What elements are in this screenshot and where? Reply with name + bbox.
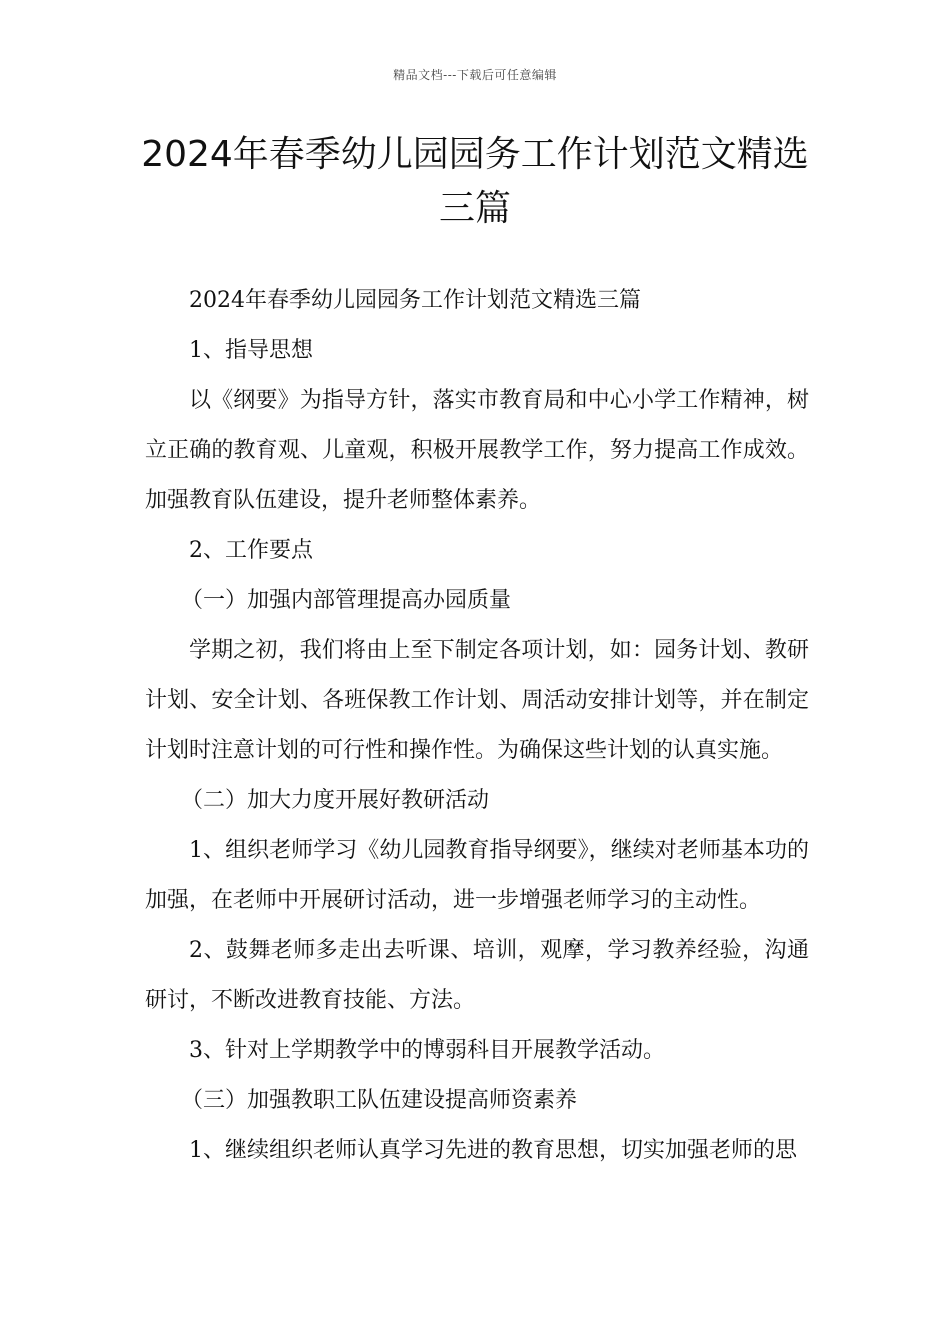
list-item-research-1: 1、组织老师学习《幼儿园教育指导纲要》，继续对老师基本功的加强，在老师中开展研讨活动，进一步增强老师学习的主动性。	[145, 838, 809, 913]
subheading-staff-building: （三）加强教职工队伍建设提高师资素养	[181, 1088, 578, 1113]
subheading-teaching-research: （二）加大力度开展好教研活动	[181, 788, 490, 813]
heading-work-points: 2、工作要点	[189, 538, 313, 563]
subheading-internal-management: （一）加强内部管理提高办园质量	[181, 588, 512, 613]
list-item-research-2: 2、鼓舞老师多走出去听课、培训，观摩，学习教养经验，沟通研讨，不断改进教育技能、方法。	[145, 938, 809, 1013]
header-note: 精品文档---下载后可任意编辑	[393, 68, 557, 82]
list-item-staff-1: 1、继续组织老师认真学习先进的教育思想，切实加强老师的思	[189, 1138, 797, 1163]
paragraph-internal-management: 学期之初，我们将由上至下制定各项计划，如：园务计划、教研计划、安全计划、各班保教工作计划、周活动安排计划等，并在制定计划时注意计划的可行性和操作性。为确保这些计划的认真实施。	[145, 638, 809, 763]
heading-guiding-thought: 1、指导思想	[189, 338, 313, 363]
paragraph-subtitle: 2024年春季幼儿园园务工作计划范文精选三篇	[189, 288, 641, 313]
document-title: 2024年春季幼儿园园务工作计划范文精选三篇	[141, 134, 809, 229]
list-item-research-3: 3、针对上学期教学中的博弱科目开展教学活动。	[189, 1038, 665, 1063]
document-body	[145, 276, 809, 1176]
paragraph-guiding-thought: 以《纲要》为指导方针，落实市教育局和中心小学工作精神，树立正确的教育观、儿童观，积极开展教学工作，努力提高工作成效。加强教育队伍建设，提升老师整体素养。	[145, 388, 809, 513]
